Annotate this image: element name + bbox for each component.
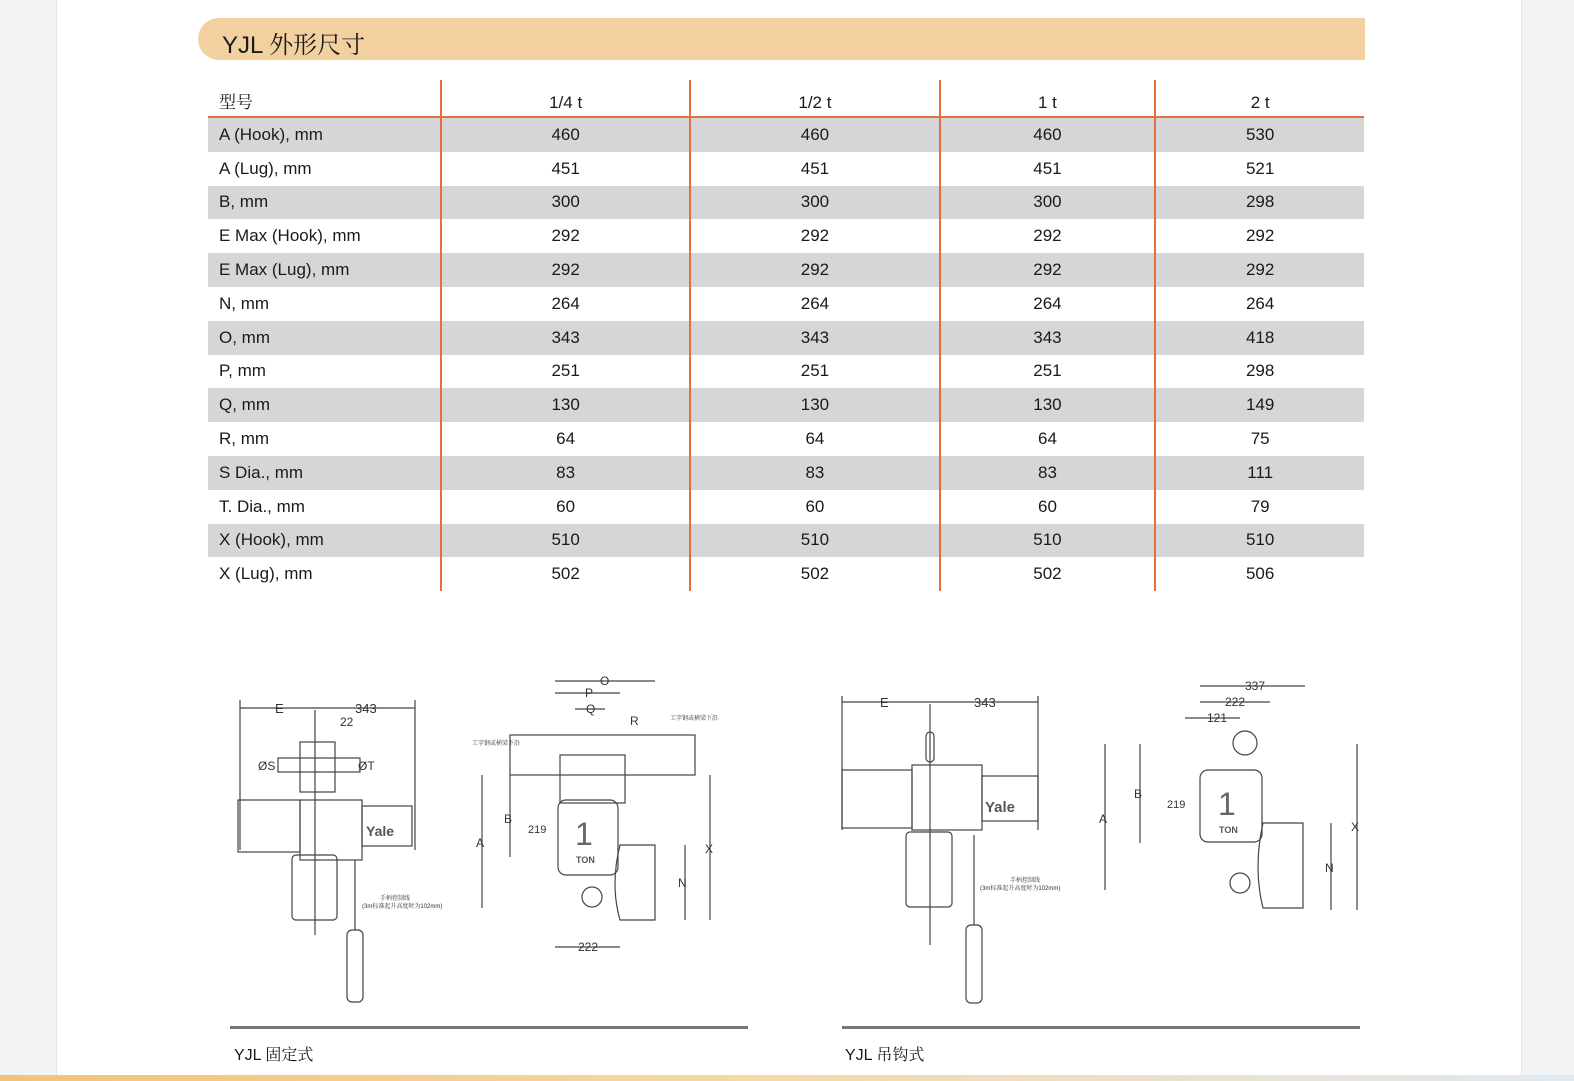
cell-value: 292 bbox=[690, 219, 939, 253]
table-row bbox=[208, 186, 1364, 220]
dimensions-table bbox=[208, 80, 1364, 591]
cell-value: 343 bbox=[940, 321, 1156, 355]
row-label: X (Hook), mm bbox=[208, 524, 441, 558]
header-capacity: 1/2 t bbox=[690, 80, 939, 117]
table-row bbox=[208, 490, 1364, 524]
cell-value: 298 bbox=[1155, 186, 1364, 220]
cell-value: 451 bbox=[940, 152, 1156, 186]
dim-o-label: O bbox=[600, 675, 610, 688]
table-row bbox=[208, 524, 1364, 558]
dim-n-label: N bbox=[1325, 861, 1334, 875]
cell-value: 300 bbox=[441, 186, 690, 220]
table-row bbox=[208, 321, 1364, 355]
cell-value: 64 bbox=[690, 422, 939, 456]
dim-s-label: ØS bbox=[258, 759, 276, 773]
cell-value: 510 bbox=[690, 524, 939, 558]
caption-divider-hook bbox=[842, 1026, 1360, 1029]
dim-219-label: 219 bbox=[1167, 799, 1186, 811]
cell-value: 343 bbox=[690, 321, 939, 355]
dim-b-label: B bbox=[504, 812, 513, 826]
table-header-row bbox=[208, 80, 1364, 117]
row-label: O, mm bbox=[208, 321, 441, 355]
hook-side-view-diagram bbox=[838, 690, 1078, 1010]
dim-337-label: 337 bbox=[1245, 679, 1266, 693]
section-title-band bbox=[198, 18, 1365, 60]
cell-value: 251 bbox=[940, 355, 1156, 389]
pendant-note-detail: (3m标准起升高度时为102mm) bbox=[980, 886, 1061, 892]
row-label: E Max (Lug), mm bbox=[208, 253, 441, 287]
dim-t-label: ØT bbox=[358, 759, 375, 773]
dim-r-label: R bbox=[630, 714, 639, 728]
caption-divider-fixed bbox=[230, 1026, 748, 1029]
cell-value: 510 bbox=[1155, 524, 1364, 558]
dim-22-label: 22 bbox=[340, 715, 354, 729]
section-title: YJL 外形尺寸 bbox=[222, 32, 366, 59]
table-row bbox=[208, 253, 1364, 287]
beam-note-left: 工字钢或横梁下沿 bbox=[472, 741, 521, 747]
caption-hook: YJL 吊钩式 bbox=[845, 1047, 925, 1064]
cell-value: 79 bbox=[1155, 490, 1364, 524]
cell-value: 300 bbox=[940, 186, 1156, 220]
row-label: A (Lug), mm bbox=[219, 158, 312, 178]
row-label: B, mm bbox=[208, 186, 441, 220]
dim-e-label: E bbox=[880, 695, 889, 710]
hook-front-view-diagram bbox=[1095, 678, 1365, 918]
row-label: X (Lug), mm bbox=[219, 564, 313, 584]
table-row bbox=[208, 557, 1364, 591]
row-label: P, mm bbox=[219, 361, 266, 381]
row-label: E Max (Hook), mm bbox=[219, 226, 361, 246]
table-row bbox=[208, 388, 1364, 422]
table-row bbox=[208, 219, 1364, 253]
cell-value: 292 bbox=[1155, 253, 1364, 287]
cell-value: 264 bbox=[940, 287, 1156, 321]
fixed-front-view-diagram bbox=[470, 675, 730, 955]
cell-value: 300 bbox=[690, 186, 939, 220]
cell-value: 451 bbox=[441, 152, 690, 186]
dim-a-label: A bbox=[476, 836, 485, 850]
dim-x-label: X bbox=[705, 842, 714, 856]
cell-value: 298 bbox=[1155, 355, 1364, 389]
cell-value: 83 bbox=[690, 456, 939, 490]
yale-logo: Yale bbox=[366, 823, 395, 839]
cell-value: 264 bbox=[441, 287, 690, 321]
dim-b-label: B bbox=[1134, 787, 1143, 801]
header-model: 型号 bbox=[208, 80, 441, 117]
cell-value: 502 bbox=[690, 557, 939, 591]
cell-value: 460 bbox=[441, 117, 690, 152]
cell-value: 64 bbox=[441, 422, 690, 456]
row-label: S Dia., mm bbox=[208, 456, 441, 490]
cell-value: 251 bbox=[690, 355, 939, 389]
cell-value: 60 bbox=[441, 490, 690, 524]
table-row bbox=[208, 422, 1364, 456]
header-capacity: 1/4 t bbox=[441, 80, 690, 117]
capacity-unit: TON bbox=[1219, 825, 1238, 835]
table-row bbox=[208, 456, 1364, 490]
cell-value: 111 bbox=[1155, 456, 1364, 490]
cell-value: 130 bbox=[441, 388, 690, 422]
cell-value: 130 bbox=[690, 388, 939, 422]
cell-value: 292 bbox=[940, 253, 1156, 287]
dim-p-label: P bbox=[585, 686, 594, 700]
pendant-note: 手柄控制线 bbox=[1010, 878, 1041, 884]
pendant-note: 手柄控制线 bbox=[380, 896, 411, 902]
dim-n-label: N bbox=[678, 876, 687, 890]
fixed-side-view-diagram bbox=[230, 670, 470, 1010]
cell-value: 60 bbox=[690, 490, 939, 524]
caption-fixed: YJL 固定式 bbox=[234, 1047, 314, 1064]
cell-value: 521 bbox=[1155, 152, 1364, 186]
dim-x-label: X bbox=[1351, 820, 1360, 834]
cell-value: 451 bbox=[690, 152, 939, 186]
cell-value: 292 bbox=[441, 253, 690, 287]
cell-value: 149 bbox=[1155, 388, 1364, 422]
cell-value: 292 bbox=[940, 219, 1156, 253]
cell-value: 530 bbox=[1155, 117, 1364, 152]
cell-value: 506 bbox=[1155, 557, 1364, 591]
cell-value: 60 bbox=[940, 490, 1156, 524]
dim-222-label: 222 bbox=[578, 940, 599, 954]
cell-value: 510 bbox=[441, 524, 690, 558]
cell-value: 130 bbox=[940, 388, 1156, 422]
header-capacity: 1 t bbox=[940, 80, 1156, 117]
cell-value: 460 bbox=[940, 117, 1156, 152]
cell-value: 264 bbox=[690, 287, 939, 321]
cell-value: 502 bbox=[441, 557, 690, 591]
row-label: R, mm bbox=[219, 429, 270, 449]
dim-a-label: A bbox=[1099, 812, 1108, 826]
dim-343-label: 343 bbox=[355, 701, 377, 716]
cell-value: 460 bbox=[690, 117, 939, 152]
capacity-number: 1 bbox=[575, 816, 593, 852]
table-row bbox=[208, 287, 1364, 321]
cell-value: 83 bbox=[441, 456, 690, 490]
cell-value: 343 bbox=[441, 321, 690, 355]
dim-q-label: Q bbox=[586, 702, 596, 716]
cell-value: 292 bbox=[1155, 219, 1364, 253]
cell-value: 64 bbox=[940, 422, 1156, 456]
row-label: Q, mm bbox=[208, 388, 441, 422]
cell-value: 292 bbox=[441, 219, 690, 253]
cell-value: 418 bbox=[1155, 321, 1364, 355]
dim-e-label: E bbox=[275, 701, 284, 716]
dim-121-label: 121 bbox=[1207, 711, 1228, 725]
cell-value: 510 bbox=[940, 524, 1156, 558]
header-capacity: 2 t bbox=[1155, 80, 1364, 117]
row-label: T. Dia., mm bbox=[219, 496, 305, 516]
beam-note-right: 工字钢或横梁下沿 bbox=[670, 716, 719, 722]
table-row bbox=[208, 152, 1364, 186]
cell-value: 75 bbox=[1155, 422, 1364, 456]
cell-value: 292 bbox=[690, 253, 939, 287]
dim-219-label: 219 bbox=[528, 824, 547, 836]
table-row bbox=[208, 355, 1364, 389]
row-label: N, mm bbox=[219, 293, 270, 313]
yale-logo: Yale bbox=[985, 799, 1016, 816]
cell-value: 251 bbox=[441, 355, 690, 389]
row-label: A (Hook), mm bbox=[208, 117, 441, 152]
cell-value: 83 bbox=[940, 456, 1156, 490]
dim-343-label: 343 bbox=[974, 695, 996, 710]
bottom-accent-bar bbox=[0, 1075, 1574, 1081]
capacity-unit: TON bbox=[576, 855, 595, 865]
table-row bbox=[208, 117, 1364, 152]
pendant-note-detail: (3m标准起升高度时为102mm) bbox=[362, 904, 443, 910]
capacity-number: 1 bbox=[1218, 786, 1236, 822]
cell-value: 502 bbox=[940, 557, 1156, 591]
cell-value: 264 bbox=[1155, 287, 1364, 321]
dim-222-label: 222 bbox=[1225, 695, 1246, 709]
